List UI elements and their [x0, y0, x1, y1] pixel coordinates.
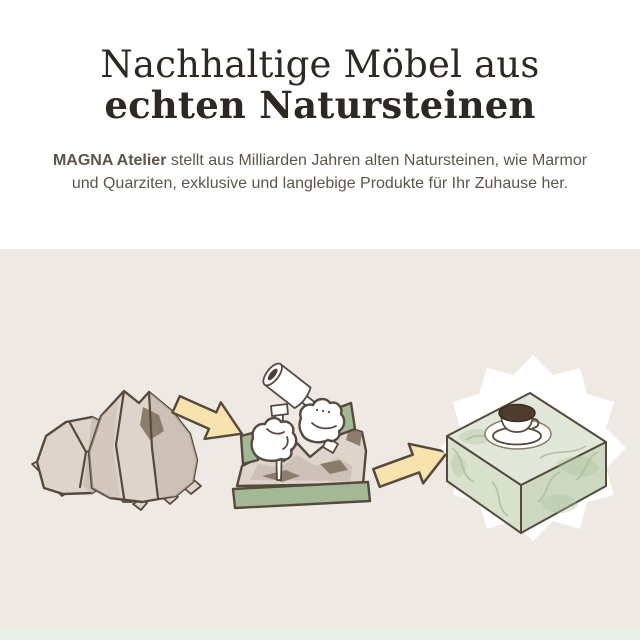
- left-hand: [252, 418, 297, 461]
- page-title: [0, 45, 640, 126]
- process-section: [0, 249, 640, 629]
- arrow-right-icon: [369, 432, 454, 497]
- process-illustration: [0, 330, 640, 570]
- title-line-2: echten Natursteinen: [104, 83, 536, 128]
- hero-section: [0, 0, 640, 249]
- right-hand: [300, 399, 345, 442]
- next-section-edge: [0, 629, 640, 640]
- hero-description: [50, 149, 590, 196]
- brand-name: MAGNA Atelier: [52, 151, 167, 169]
- description-text: stellt aus Milliarden Jahren alten Natursteinen, wie Marmor und Quarziten, exklusive und langlebige Produkte für Ihr Zuhause her.: [71, 151, 588, 193]
- stone-carving-hands-icon: [233, 361, 370, 508]
- title-line-1: Nachhaltige Möbel aus: [100, 43, 540, 86]
